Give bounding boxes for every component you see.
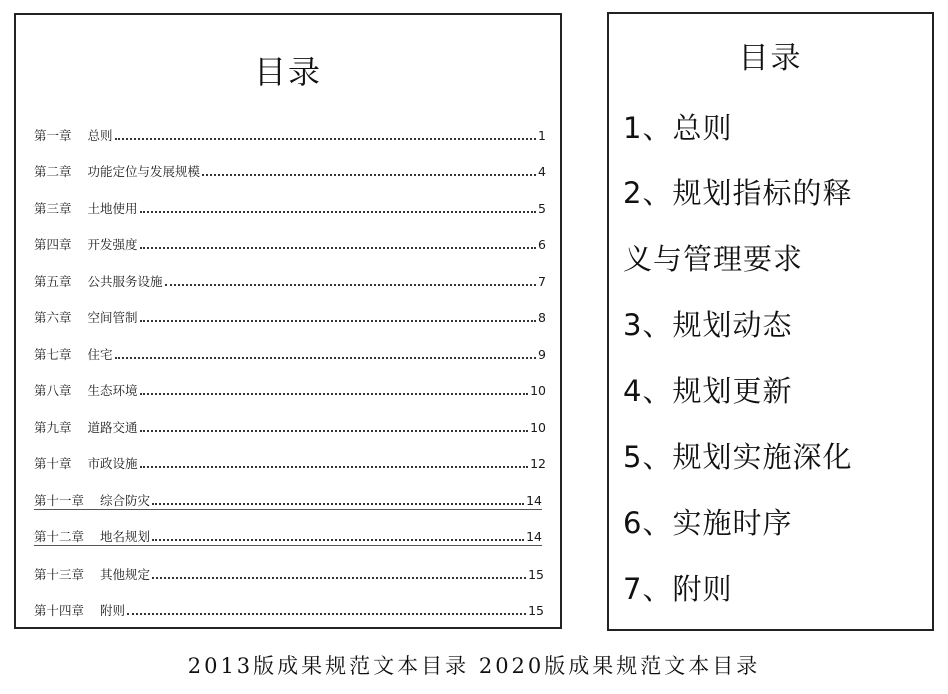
dot-leader [127,612,526,615]
toc-entry [34,122,546,144]
toc-entry-chapter: 第十四章 [34,603,85,618]
toc-entry-chapter: 第六章 [34,310,72,325]
toc-entry-page: 15 [528,567,544,582]
dot-leader [140,246,537,249]
toc-2020-line: 2、规划指标的释 [623,176,853,210]
toc-2013-title: 目录 [253,53,322,91]
toc-entry-title: 功能定位与发展规模 [87,164,201,179]
toc-entry-page: 10 [530,420,546,435]
toc-2020-line: 7、附则 [623,572,733,606]
toc-2020-panel [607,12,934,631]
toc-entry-page: 14 [526,529,542,544]
toc-2020-title: 目录 [738,41,803,76]
toc-entry-page: 1 [538,128,546,143]
dot-leader [152,538,524,541]
toc-entry-chapter: 第三章 [34,201,72,216]
toc-entry-title: 地名规划 [100,529,151,544]
toc-entry [34,304,546,326]
toc-entry-page: 7 [538,274,546,289]
toc-entry-page: 5 [538,201,546,216]
dot-leader [152,576,526,579]
toc-entry-title: 空间管制 [87,310,138,325]
toc-entry [34,268,546,290]
toc-entry-chapter: 第七章 [34,347,72,362]
dot-leader [202,173,536,176]
toc-entry-chapter: 第五章 [34,274,72,289]
toc-entry-title: 土地使用 [87,201,138,216]
toc-2020-line: 1、总则 [623,111,733,145]
toc-entry-title: 开发强度 [87,237,138,252]
dot-leader [152,502,524,505]
toc-entry-chapter: 第十二章 [34,529,85,544]
toc-entry-page: 4 [538,164,546,179]
toc-entry-title: 总则 [87,128,113,143]
toc-entry [34,231,546,253]
toc-entry-page: 8 [538,310,546,325]
toc-entry-chapter: 第八章 [34,383,72,398]
toc-entry [34,487,542,510]
toc-entry-chapter: 第九章 [34,420,72,435]
toc-entry-title: 生态环境 [87,383,138,398]
toc-entry-title: 住宅 [87,347,113,362]
toc-2020-line: 义与管理要求 [623,242,804,276]
dot-leader [140,319,537,322]
toc-2020-line: 3、规划动态 [623,308,793,342]
toc-entry-title: 市政设施 [87,456,138,471]
toc-entry [34,377,546,399]
toc-entry-title: 公共服务设施 [87,274,163,289]
toc-2020-line: 5、规划实施深化 [623,440,853,474]
dot-leader [140,429,529,432]
toc-entry-page: 15 [528,603,544,618]
toc-entry-title: 其他规定 [100,567,151,582]
toc-2020-line: 6、实施时序 [623,506,793,540]
toc-entry-chapter: 第十三章 [34,567,85,582]
toc-entry [34,523,542,546]
toc-entry-page: 9 [538,347,546,362]
dot-leader [140,392,529,395]
toc-entry-chapter: 第一章 [34,128,72,143]
toc-entry-chapter: 第十章 [34,456,72,471]
toc-2013-panel [14,13,562,629]
toc-entry-page: 14 [526,493,542,508]
figure-caption: 2013版成果规范文本目录 2020版成果规范文本目录 [187,654,761,678]
dot-leader [140,465,529,468]
toc-entry-page: 12 [530,456,546,471]
toc-entry-chapter: 第四章 [34,237,72,252]
toc-entry [34,341,546,363]
toc-2020-line: 4、规划更新 [623,374,793,408]
toc-entry-page: 10 [530,383,546,398]
toc-entry-title: 附则 [100,603,126,618]
toc-entry-chapter: 第十一章 [34,493,85,508]
dot-leader [165,283,537,286]
toc-entry-title: 道路交通 [87,420,138,435]
toc-entry [34,414,546,436]
toc-entry-page: 6 [538,237,546,252]
dot-leader [115,137,537,140]
toc-entry [34,597,544,619]
dot-leader [115,356,537,359]
toc-entry [34,158,546,180]
toc-entry-title: 综合防灾 [100,493,151,508]
dot-leader [140,210,537,213]
toc-entry [34,450,546,472]
toc-entry [34,561,544,583]
toc-entry-chapter: 第二章 [34,164,72,179]
toc-entry [34,195,546,217]
